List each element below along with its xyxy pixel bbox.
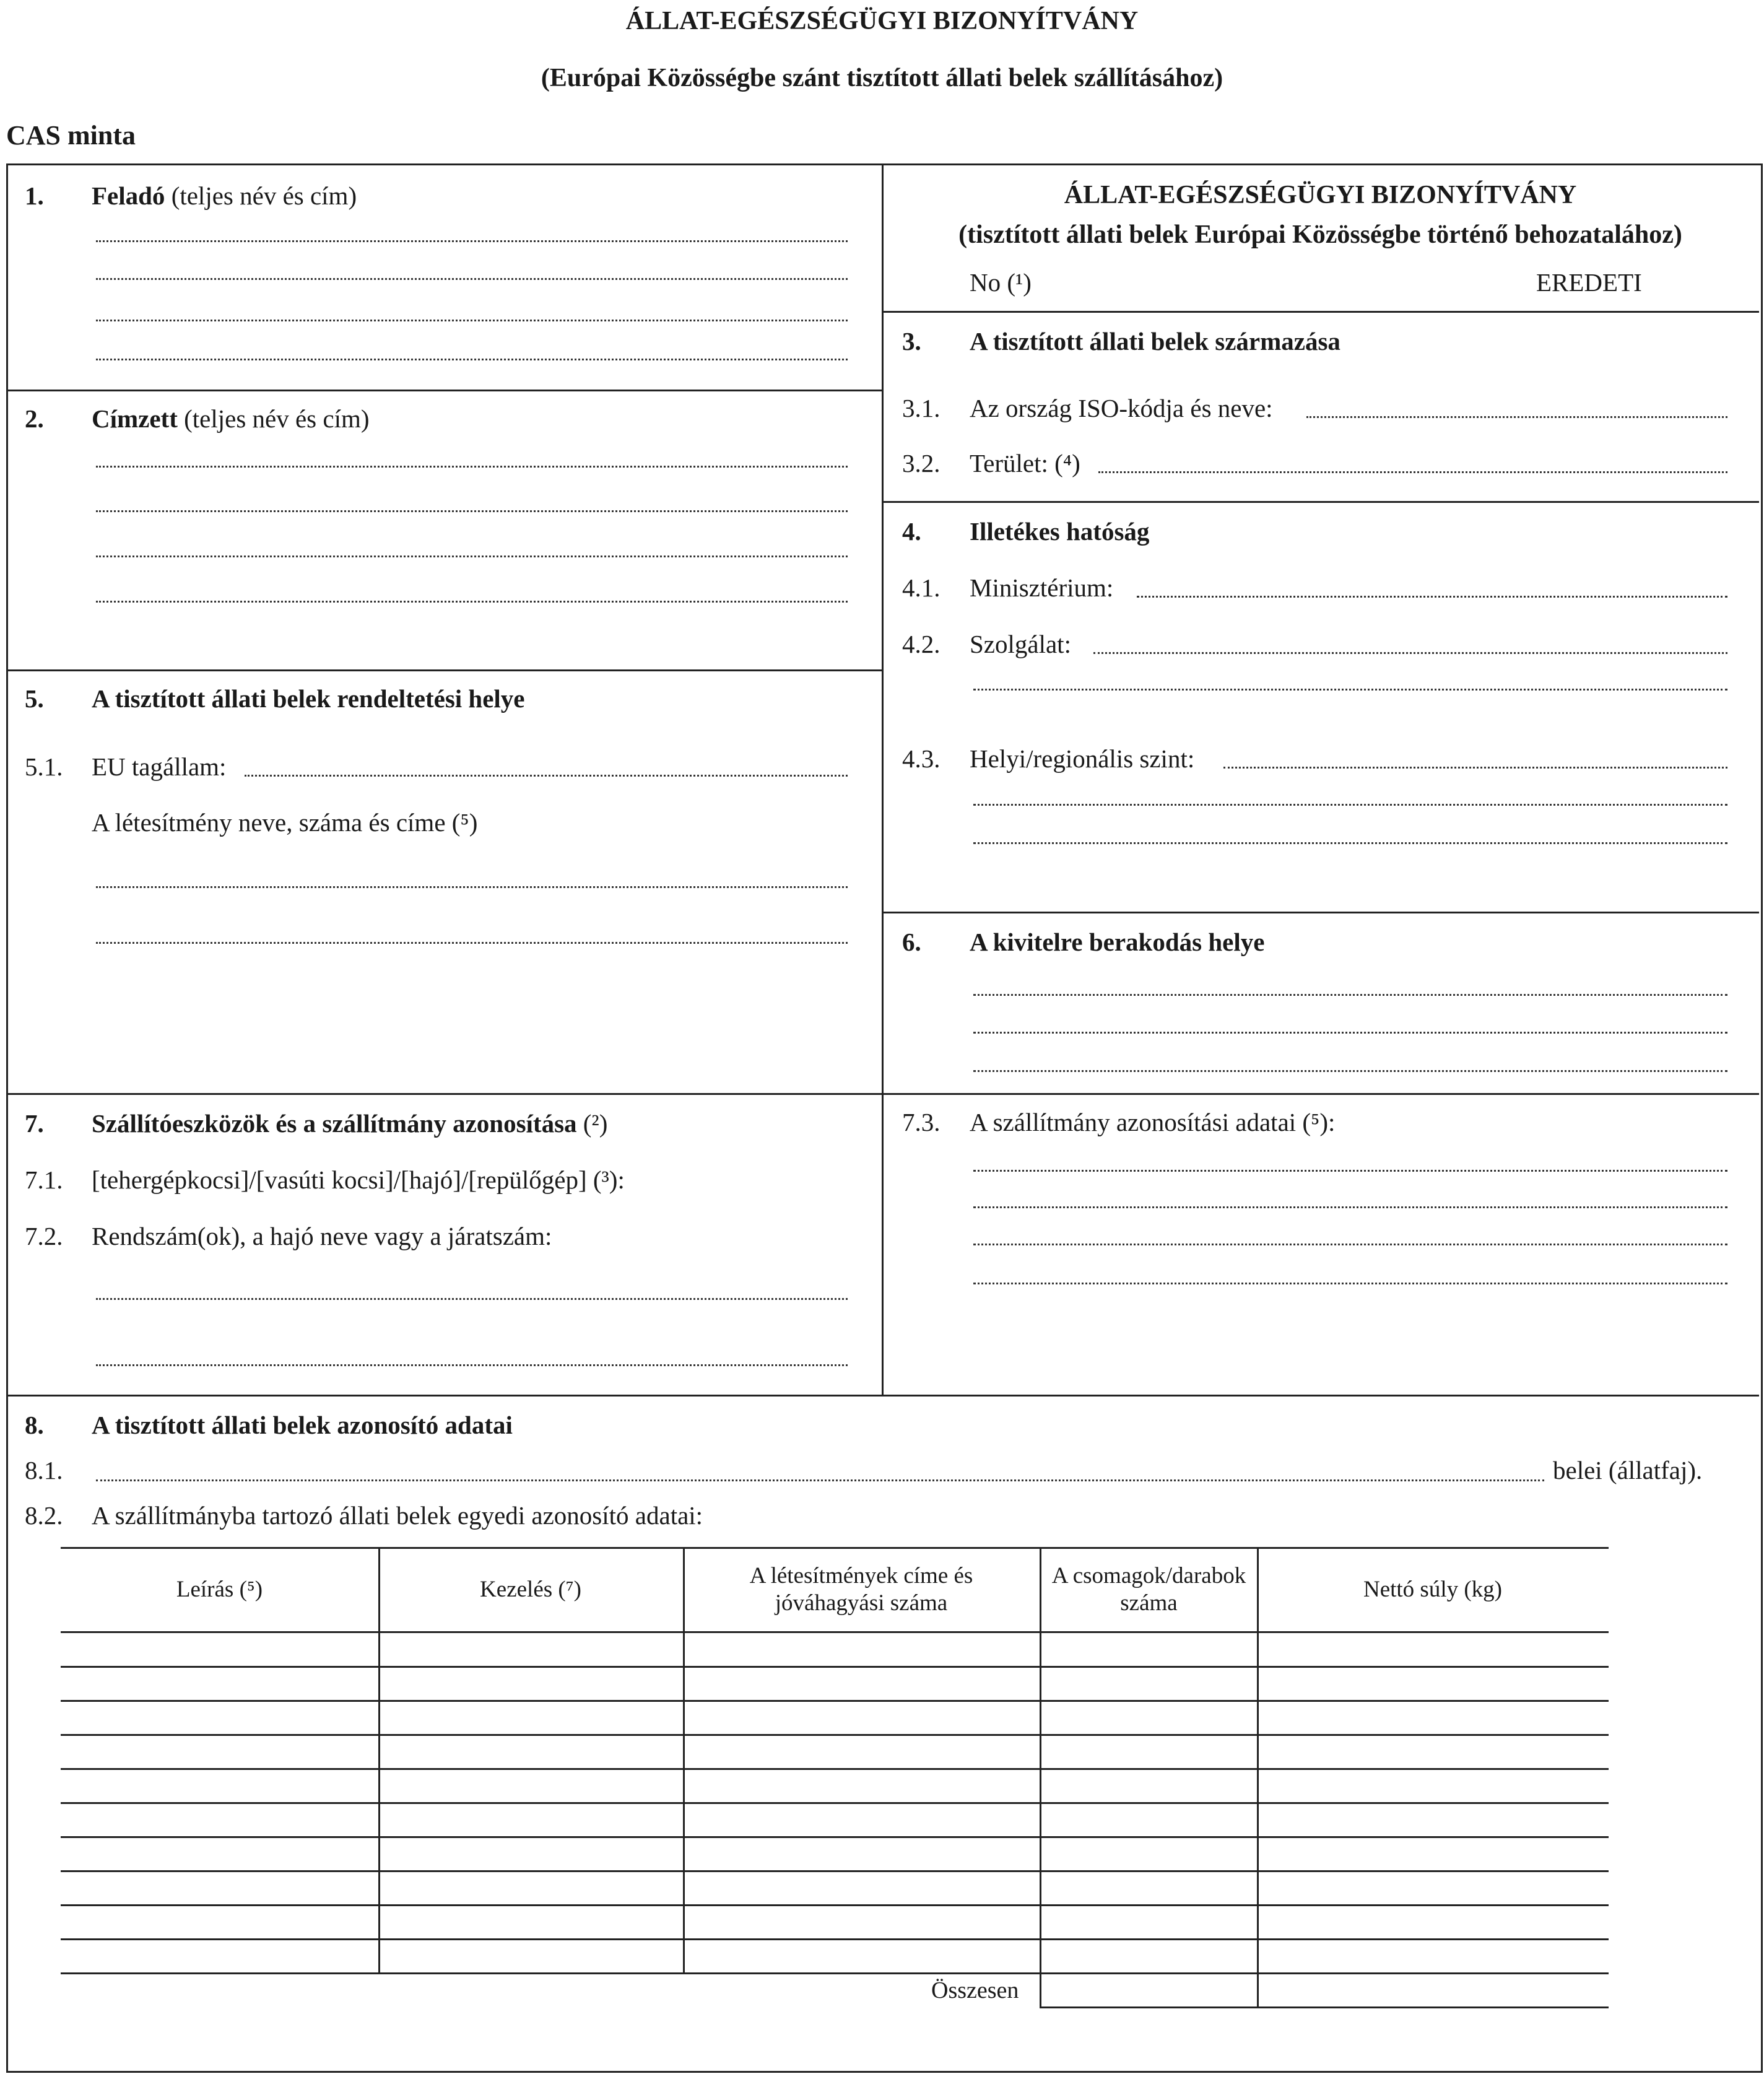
s4-1-label: Minisztérium: xyxy=(970,573,1114,602)
s1-number: 1. xyxy=(25,181,44,210)
table-row-line xyxy=(61,1700,1609,1702)
s1-hint: (teljes név és cím) xyxy=(171,181,357,210)
s6-field-line[interactable] xyxy=(973,1070,1727,1072)
s7-1-label: [tehergépkocsi]/[vasúti kocsi]/[hajó]/[repülőgép] (³): xyxy=(92,1166,625,1194)
divider-4-6 xyxy=(882,912,1759,913)
s4-label: Illetékes hatóság xyxy=(970,517,1150,546)
s1-field-line[interactable] xyxy=(96,278,848,280)
divider-cert-3 xyxy=(882,311,1759,313)
s7-heading xyxy=(92,1109,607,1138)
s5-1-member-state-field[interactable] xyxy=(245,775,848,777)
table-row-line xyxy=(61,1904,1609,1906)
col-header-description: Leírás (⁵) xyxy=(176,1577,263,1602)
s1-field-line[interactable] xyxy=(96,359,848,360)
table-row-line xyxy=(61,1870,1609,1872)
page-title: ÁLLAT-EGÉSZSÉGÜGYI BIZONYÍTVÁNY xyxy=(625,7,1139,35)
s4-2-number: 4.2. xyxy=(902,630,941,658)
s7-3-label: A szállítmány azonosítási adatai (⁵): xyxy=(970,1108,1336,1136)
s7-2-number: 7.2. xyxy=(25,1222,63,1250)
s7-1-number: 7.1. xyxy=(25,1166,63,1194)
s6-number: 6. xyxy=(902,928,921,956)
s7-3-consignment-field-line[interactable] xyxy=(973,1283,1727,1284)
s7-label: Szállítóeszközök és a szállítmány azonosítása xyxy=(92,1109,577,1138)
table-row-line xyxy=(61,1666,1609,1668)
total-label: Összesen xyxy=(931,1977,1019,2003)
s5-number: 5. xyxy=(25,684,44,713)
s8-1-number: 8.1. xyxy=(25,1456,63,1484)
table-row-line xyxy=(61,1768,1609,1770)
table-row-line xyxy=(61,1972,1609,1974)
s8-number: 8. xyxy=(25,1411,44,1439)
model-label: CAS minta xyxy=(6,120,136,150)
cert-title: ÁLLAT-EGÉSZSÉGÜGYI BIZONYÍTVÁNY xyxy=(1064,181,1577,209)
cert-subtitle: (tisztított állati belek Európai Közösségbe történő behozatalához) xyxy=(958,220,1682,249)
s7-3-consignment-field-line[interactable] xyxy=(973,1244,1727,1245)
table-row-line xyxy=(61,1734,1609,1736)
s2-label: Címzett xyxy=(92,404,178,433)
s6-label: A kivitelre berakodás helye xyxy=(970,928,1265,956)
s2-heading xyxy=(92,404,370,434)
s4-3-regional-field-line[interactable] xyxy=(973,804,1727,806)
original-label: EREDETI xyxy=(1536,268,1642,297)
col-header-treatment: Kezelés (⁷) xyxy=(480,1577,581,1602)
divider-1-2 xyxy=(6,390,882,391)
table-row-line xyxy=(61,1836,1609,1838)
s7-2-label: Rendszám(ok), a hajó neve vagy a járatszám: xyxy=(92,1222,552,1250)
s4-2-service-field[interactable] xyxy=(1093,652,1727,654)
page-subtitle: (Európai Közösségbe szánt tisztított állati belek szállításához) xyxy=(541,64,1223,92)
table-col-divider xyxy=(683,1547,685,1972)
s8-label: A tisztított állati belek azonosító adatai xyxy=(92,1411,513,1439)
s7-number: 7. xyxy=(25,1109,44,1138)
s4-1-number: 4.1. xyxy=(902,573,941,602)
s3-number: 3. xyxy=(902,327,921,355)
s1-label: Feladó xyxy=(92,181,165,210)
s2-field-line[interactable] xyxy=(96,601,848,603)
s3-1-number: 3.1. xyxy=(902,394,941,422)
cert-number-label: No (¹) xyxy=(970,268,1032,297)
s3-2-number: 3.2. xyxy=(902,449,941,477)
s2-field-line[interactable] xyxy=(96,466,848,468)
s7-2-registration-field-line[interactable] xyxy=(96,1364,848,1366)
s4-2-label: Szolgálat: xyxy=(970,630,1071,658)
s8-1-suffix: belei (állatfaj). xyxy=(1553,1456,1703,1484)
s5-1-number: 5.1. xyxy=(25,752,63,781)
s7-3-number: 7.3. xyxy=(902,1108,941,1136)
s3-2-label: Terület: (⁴) xyxy=(970,449,1080,477)
s4-3-regional-field[interactable] xyxy=(1223,767,1727,769)
s4-3-number: 4.3. xyxy=(902,744,941,773)
s5-establishment-field-line[interactable] xyxy=(96,886,848,888)
s2-field-line[interactable] xyxy=(96,556,848,557)
s3-1-label: Az ország ISO-kódja és neve: xyxy=(970,394,1273,422)
s8-1-species-field[interactable] xyxy=(96,1479,1544,1481)
s2-hint: (teljes név és cím) xyxy=(184,404,370,433)
s6-field-line[interactable] xyxy=(973,1032,1727,1034)
s7-label-note: (²) xyxy=(583,1109,608,1138)
s8-2-number: 8.2. xyxy=(25,1501,63,1530)
s3-label: A tisztított állati belek származása xyxy=(970,327,1340,355)
table-row-line xyxy=(61,1802,1609,1804)
col-header-packages: A csomagok/darabok száma xyxy=(1051,1563,1246,1616)
s4-number: 4. xyxy=(902,517,921,546)
col-header-net-weight: Nettó súly (kg) xyxy=(1363,1577,1503,1602)
s2-number: 2. xyxy=(25,404,44,433)
table-header-border xyxy=(61,1631,1609,1633)
s4-3-label: Helyi/regionális szint: xyxy=(970,744,1195,773)
table-total-bottom xyxy=(1040,2006,1609,2008)
s8-2-label: A szállítmányba tartozó állati belek egyedi azonosító adatai: xyxy=(92,1501,703,1530)
divider-7-8 xyxy=(6,1395,1759,1396)
s5-1-label: EU tagállam: xyxy=(92,752,227,781)
col-header-establishment: A létesítmények címe és jóváhagyási száma xyxy=(749,1563,973,1616)
s5-establishment-field-line[interactable] xyxy=(96,942,848,944)
center-divider xyxy=(882,163,884,1395)
s7-2-registration-field-line[interactable] xyxy=(96,1298,848,1300)
divider-3-4 xyxy=(882,501,1759,503)
s4-1-ministry-field[interactable] xyxy=(1137,596,1727,598)
table-row-line xyxy=(61,1938,1609,1940)
s5-1-establishment-label: A létesítmény neve, száma és címe (⁵) xyxy=(92,808,478,837)
s1-heading xyxy=(92,181,357,211)
s1-field-line[interactable] xyxy=(96,240,848,242)
s3-1-country-field[interactable] xyxy=(1306,416,1727,418)
s4-3-regional-field-line[interactable] xyxy=(973,842,1727,844)
s1-field-line[interactable] xyxy=(96,320,848,321)
divider-2-5 xyxy=(6,669,882,671)
s2-field-line[interactable] xyxy=(96,510,848,512)
s6-field-line[interactable] xyxy=(973,994,1727,996)
s5-label: A tisztított állati belek rendeltetési helye xyxy=(92,684,525,713)
divider-5-7 xyxy=(6,1093,1759,1095)
s7-3-consignment-field-line[interactable] xyxy=(973,1206,1727,1208)
s7-3-consignment-field-line[interactable] xyxy=(973,1170,1727,1172)
s4-2-service-field-line[interactable] xyxy=(973,689,1727,691)
s3-2-territory-field[interactable] xyxy=(1098,471,1727,473)
